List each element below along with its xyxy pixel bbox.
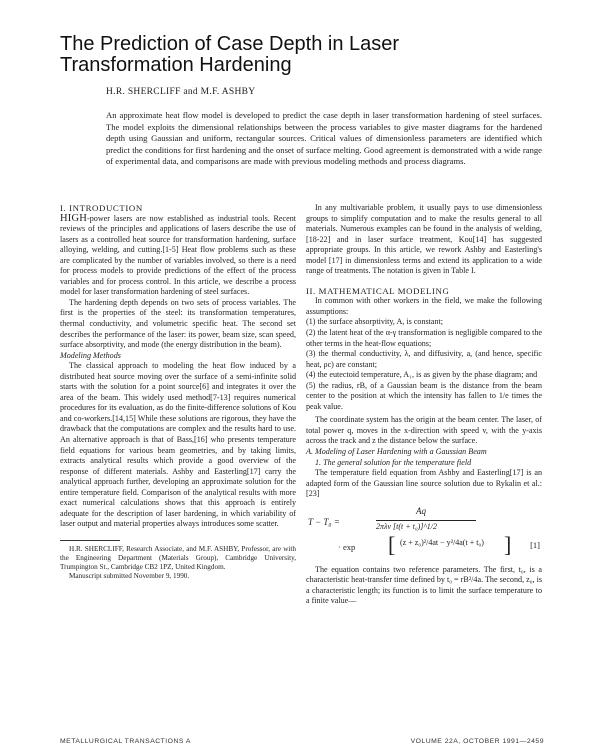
right-column — [306, 203, 542, 607]
equation-denominator: 2πλv [t(t + t₀)]^1/2 — [376, 521, 438, 531]
gaussian-beam-heading: A. Modeling of Laser Hardening with a Gaussian Beam — [306, 447, 487, 457]
coordinate-system-paragraph: The coordinate system has the origin at the beam center. The laser, of total power q, moves in the x-direction with speed v, with the y-axis across the track and z the distance below the surface. — [306, 415, 542, 446]
fraction-bar — [376, 520, 476, 521]
article-title: The Prediction of Case Depth in Laser Transformation Hardening — [60, 33, 400, 76]
equation-number: [1] — [530, 539, 540, 550]
right-paragraph-1: In any multivariable problem, it usually pays to use dimensionless groups to simplify computation and to make the results general to all materials. Numerous examples can be found in the analysis of welding,[18-22] and in laser surface treatment, Kou[14] has suggested appropriate groups. In this article, we rework Ashby and Easterling's model [17] in dimensionless terms and extend its application to a wide range of treatments. The notation is given in Table I. — [306, 203, 542, 276]
modeling-methods-heading: Modeling Methods — [60, 350, 121, 360]
assumption-item: (4) the eutectoid temperature, A₁, is as given by the phase diagram; and — [306, 370, 538, 380]
assumption-item: (5) the radius, rB, of a Gaussian beam is the distance from the beam center to the position at which the intensity has fallen to 1/e times the peak value. — [306, 380, 542, 411]
author-line: H.R. SHERCLIFF and M.F. ASHBY — [106, 87, 256, 97]
equation-numerator: Aq — [416, 505, 426, 516]
left-column — [60, 203, 296, 581]
assumption-item: (2) the latent heat of the α-γ transformation is negligible compared to the other terms in the heat-flow equations; — [306, 328, 542, 348]
right-bracket: ] — [504, 531, 512, 557]
volume-page: VOLUME 22A, OCTOBER 1991—2459 — [410, 738, 544, 745]
intro-paragraph-2: The hardening depth depends on two sets of process variables. The first is the properties of the steel: its transformation temperatures, thermal conductivity, and volumetric specific heat. The second set describes the performance of the laser: its power, beam size, scan speed, surface absorptivity, and mode (the energy distribution in the beam). — [60, 297, 296, 350]
assumption-item: (3) the thermal conductivity, λ, and diffusivity, a, (and hence, specific heat, ρc) are constant; — [306, 349, 542, 369]
mathematical-modeling-heading: II. MATHEMATICAL MODELING — [306, 285, 450, 296]
equation-lhs: T − T₀ = — [308, 516, 340, 527]
intro-paragraph-1 — [60, 214, 296, 298]
temperature-field-paragraph: The temperature field equation from Ashby and Easterling[17] is an adapted form of the Gaussian line source solution due to Rykalin et al.:[23] — [306, 468, 542, 499]
author-footnote — [60, 545, 296, 581]
equation-exp: · exp — [338, 541, 356, 552]
abstract: An approximate heat flow model is developed to predict the case depth in laser transformation hardening of steel surfaces. The model exploits the dimensional relationships between the process variables to give master diagrams for the hardened depth using Gaussian and uniform, rectangular sources. Critical values of dimensionless parameters are identified which predict the conditions for first hardening and the onset of surface melting. Good agreement is demonstrated with a wide range of experimental data, and comparisons are made with previous modeling methods and process diagrams. — [106, 110, 542, 166]
general-solution-heading: 1. The general solution for the temperature field — [315, 457, 472, 467]
intro-paragraph-1-text: -power lasers are now established as industrial tools. Recent reviews of the principles and applications of lasers describe the use of lasers as a controlled heat source for transformation hardening, surface alloying, welding, and cutting.[1-5] Heat flow problems such as these are complicated by the number of variables involved, so there is a need for process models to provide predictions of the effect of the process variables and for process control. In this article, we describe a process model for laser transformation hardening of steel surfaces. — [60, 213, 296, 297]
assumption-item: (1) the surface absorptivity, A, is constant; — [306, 317, 444, 327]
drop-word: HIGH — [60, 212, 88, 224]
introduction-heading: I. INTRODUCTION — [60, 203, 143, 213]
journal-name: METALLURGICAL TRANSACTIONS A — [60, 738, 191, 745]
equation-exponent: (z + z₀)²/4at − y²/4a(t + t₀) — [400, 537, 484, 547]
left-bracket: [ — [388, 531, 396, 557]
submission-date: Manuscript submitted November 9, 1990. — [69, 571, 190, 580]
intro-paragraph-3: The classical approach to modeling the heat flow induced by a distributed heat source moving over the surface of a semi-infinite solid starts with the solution for a point source[6] and integrates it over the area of the beam. This widely used method[7-13] requires numerical procedures for its evaluation, as do the finite-difference solutions of Kou and co-workers.[14,15] While these solutions are rigorous, they have the drawback that the computations are complex and the results hard to use. An alternative approach is that of Bass,[16] who presents temperature field equations for various beam geometries, and by taking limits, extracts analytical results which provide a good overview of the response of different materials. Ashby and Easterling[17] carry the analytical approach further, developing an approximate solution for the entire temperature field. Comparison of the analytical results with more exact numerical calculations shows that this approach is entirely adequate for the description of laser hardening, in which variability of laser output and material properties always introduces some scatter. — [60, 361, 296, 529]
assumptions-intro: In common with other workers in the field, we make the following assumptions: — [306, 296, 542, 316]
equation-1 — [306, 504, 542, 562]
affiliation-text: H.R. SHERCLIFF, Research Associate, and M.F. ASHBY, Professor, are with the Engineering Department (Materials Group), Cambridge University, Trumpington St., Cambridge CB2 1PZ, United Kingdom. — [60, 544, 296, 571]
footnote-divider — [60, 540, 120, 541]
reference-parameters-paragraph: The equation contains two reference parameters. The first, t₀, is a characteristic heat-transfer time defined by t₀ = rB²/4a. The second, z₀, is a characteristic length; its function is to limit the surface temperature to a finite value— — [306, 564, 542, 606]
